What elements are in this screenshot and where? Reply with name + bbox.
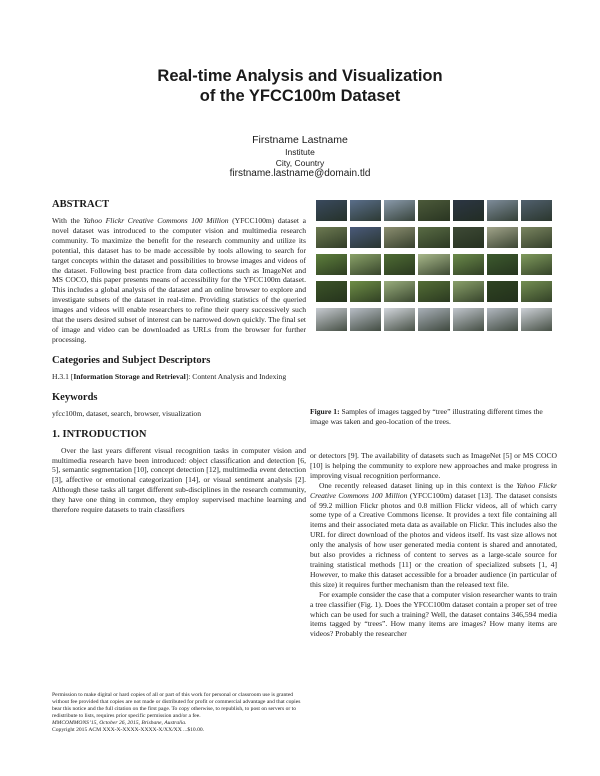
tree-image-thumbnail [521,227,552,248]
thumbnail-row [316,281,552,302]
author-institute: Institute [285,147,315,157]
left-column [52,198,306,515]
thumbnail-row [316,227,552,248]
permission-text: Permission to make digital or hard copies of all or part of this work for personal or classroom use is granted without fee provided that copies are not made or distributed for profit or commercial advantage and that copies bear this notice and the full citation on the first page. To copy otherwise, to republish, to post on servers or to redistribute to lists, requires prior specific permission and/or a fee. [52,692,301,720]
author-name: Firstname Lastname [252,134,348,146]
title-line-2: of the YFCC100m Dataset [199,87,401,105]
dataset-name-emphasis: Yahoo Flickr Creative Commons 100 Million [83,216,229,225]
tree-image-thumbnail [384,281,415,302]
tree-image-thumbnail [453,254,484,275]
tree-image-thumbnail [418,227,449,248]
tree-image-thumbnail [316,308,347,331]
tree-image-thumbnail [521,200,552,221]
tree-image-thumbnail [384,227,415,248]
tree-image-thumbnail [418,308,449,331]
figure-caption: Figure 1: Samples of images tagged by “tree” illustrating different times the image was taken and geo-location of the trees. [310,407,543,426]
thumbnail-row [316,254,552,275]
figure-label: Figure 1: [310,407,340,416]
tree-image-thumbnail [521,254,552,275]
tree-image-thumbnail [350,308,381,331]
introduction-text-right-3: For example consider the case that a computer vision researcher wants to train a tree classifier (Fig. 1). Does the YFCC100m dataset contain a proper set of tree which can be used for such a training? Well, the dataset contains 346,594 media items tagged by “trees”. How many items are images? How many items are videos? Probably the researcher [310,589,557,639]
tree-image-thumbnail [521,281,552,302]
paper-title [60,66,540,106]
introduction-heading: 1. INTRODUCTION [52,428,147,440]
keywords-text: yfcc100m, dataset, search, browser, visualization [52,408,201,418]
tree-image-thumbnail [453,227,484,248]
abstract-text: With the Yahoo Flickr Creative Commons 100 Million (YFCC100m) dataset a novel dataset was introduced to the computer vision and multimedia research community. To maximize the benefit for the research community and utilize its potential, this dataset has to be made accessible by tools allowing to search for target concepts within the dataset and possibilities to browse images and videos of the dataset. Following best practice from data collections such as ImageNet and MS COCO, this paper presents means of accessibility for the YFCC100m dataset. This includes a global analysis of the dataset and an online browser to explore and investigate subsets of the dataset in real-time. Providing statistics of the queried images and videos will enable researchers to refine their query successively such that the users desired subset of interest can be narrowed down quickly. The final set of image and video can be downloaded as URLs from the browser for further processing. [52,216,306,344]
tree-image-thumbnail [350,227,381,248]
keywords-heading: Keywords [52,391,98,403]
tree-image-thumbnail [521,308,552,331]
tree-image-thumbnail [418,281,449,302]
author-location: City, Country [275,157,325,168]
tree-image-thumbnail [384,200,415,221]
author-block [150,134,450,180]
abstract-heading: ABSTRACT [52,199,110,210]
thumbnail-row [316,200,552,221]
tree-image-thumbnail [316,281,347,302]
tree-image-thumbnail [316,227,347,248]
introduction-text-right-2: One recently released dataset lining up in this context is the Yahoo Flickr Creative Commons 100 Million (YFCC100m) dataset [13]. The dataset consists of 99.2 million Flickr photos and 0.8 million Flickr videos, all of which carry some type of a Creative Commons license. It provides a text file containing all items and their associated meta data as available on Flickr. This includes also the URL for direct download of the photos and videos itself. Its vast size allows not only the analysis of how user generated media content is shared and annotated, but also provides a richness of content to serves as a large-scale source for training statistical methods [11] or the creation of specialized subsets [1, 4] However, to make this dataset accessible for a broader audience (in particular of this size) it requires further mechanism than the released text file. [310,480,557,589]
venue-text: MMCOMMONS’15, October 26, 2015, Brisbane, Australia. [52,720,187,727]
tree-image-thumbnail [316,200,347,221]
categories-heading: Categories and Subject Descriptors [52,354,211,366]
tree-image-thumbnail [350,200,381,221]
tree-image-thumbnail [487,227,518,248]
right-column [310,451,557,639]
tree-image-thumbnail [453,200,484,221]
categories-text: H.3.1 [Information Storage and Retrieval]: Content Analysis and Indexing [52,371,287,381]
tree-image-thumbnail [384,308,415,331]
introduction-text-right-1: or detectors [9]. The availability of datasets such as ImageNet [5] or MS COCO [10] is helping the community to explore new approaches and make progress in improving visual recognition performance. [310,451,557,480]
tree-image-thumbnail [453,281,484,302]
thumbnail-row [316,308,552,331]
tree-image-thumbnail [418,254,449,275]
tree-image-thumbnail [350,281,381,302]
title-line-1: Real-time Analysis and Visualization [157,67,443,85]
tree-image-thumbnail [418,200,449,221]
author-email: firstname.lastname@domain.tld [229,168,371,179]
tree-image-thumbnail [487,308,518,331]
introduction-text-left: Over the last years different visual recognition tasks in computer vision and multimedia research have been introduced: object classification and detection [6, 5], semantic segmentation [10], concept detection [12], multimedia event detection [3], affective or emotional categorization [14], or visual sentiment analysis [2]. Although these tasks all target different sub-disciplines in the research community, they have one thing in common, they employ supervised machine learning and therefore require datasets to train classifiers [52,445,306,515]
copyright-text: Copyright 2015 ACM XXX-X-XXXX-XXXX-X/XX/XX ...$10.00. [52,727,205,734]
permission-notice [52,692,306,735]
tree-image-thumbnail [487,281,518,302]
tree-image-thumbnail [487,200,518,221]
tree-image-thumbnail [316,254,347,275]
tree-image-thumbnail [384,254,415,275]
tree-image-thumbnail [350,254,381,275]
tree-image-thumbnail [487,254,518,275]
tree-image-thumbnail [453,308,484,331]
figure-1-image-grid [316,200,552,337]
